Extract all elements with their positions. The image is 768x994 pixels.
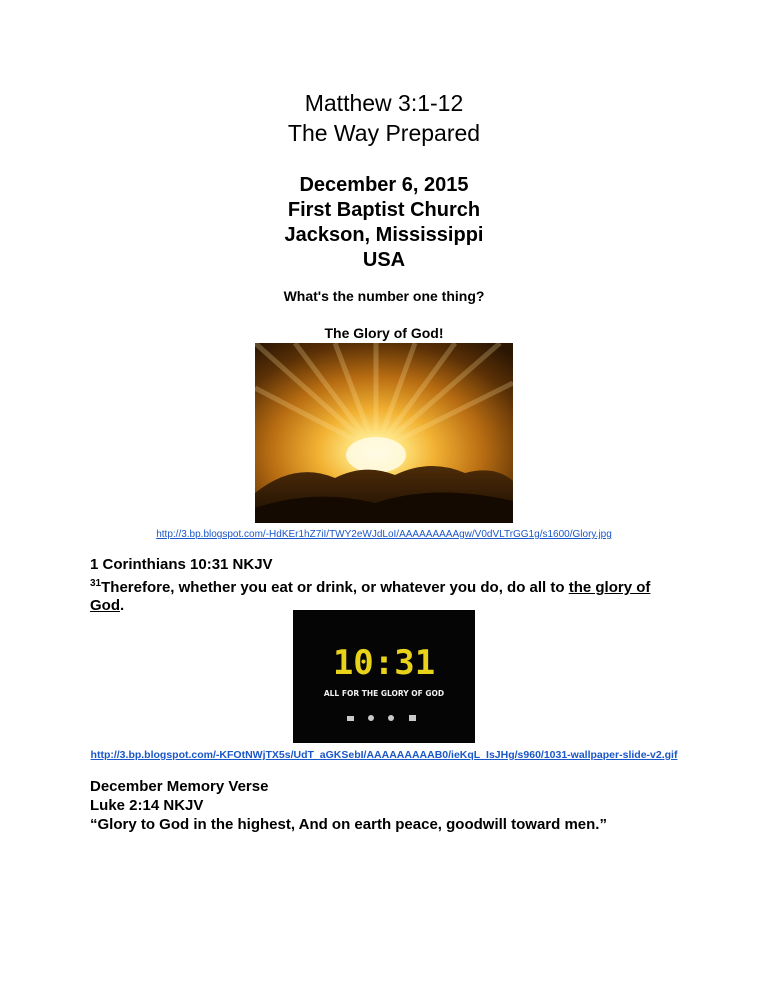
- image1-link-row: [0, 524, 768, 542]
- image2-source-link[interactable]: http://3.bp.blogspot.com/-KFOtNWjTX5s/UdT_aGKSebI/AAAAAAAAAB0/ieKqL_IsJHg/s960/1031-wallpaper-slide-v2.gif: [90, 749, 678, 761]
- verse1-text-after: .: [120, 597, 125, 614]
- verse-number: 31: [90, 578, 102, 589]
- question-text: What's the number one thing?: [283, 288, 485, 304]
- settings-icon: [388, 715, 394, 721]
- memory-verse-text: “Glory to God in the highest, And on earth peace, goodwill toward men.”: [90, 816, 607, 833]
- image1-source-link[interactable]: http://3.bp.blogspot.com/-HdKEr1hZ7iI/TWY2eWJdLoI/AAAAAAAAAgw/V0dVLTrGG1g/s1600/Glory.jpg: [156, 529, 612, 540]
- country-name: USA: [362, 249, 406, 271]
- verse1-text-underlined: the glory of God: [90, 579, 651, 614]
- sermon-date: December 6, 2015: [299, 174, 469, 196]
- info-icon: [368, 715, 374, 721]
- church-name: First Baptist Church: [287, 199, 481, 221]
- memory-reference: Luke 2:14 NKJV: [90, 797, 204, 814]
- clock-caption: ALL FOR THE GLORY OF GOD: [323, 689, 445, 698]
- title-line-1: Matthew 3:1-12: [304, 90, 464, 116]
- bag-icon: [409, 715, 416, 721]
- alarm-icon: [347, 716, 354, 721]
- verse1-text: [90, 575, 680, 615]
- clock-1031-image: [293, 610, 475, 743]
- verse1-text-before: Therefore, whether you eat or drink, or whatever you do, do all to: [101, 579, 569, 596]
- verse1-reference: 1 Corinthians 10:31 NKJV: [90, 556, 273, 573]
- image2-link-row: [0, 745, 768, 763]
- answer-text: The Glory of God!: [324, 325, 444, 341]
- glory-sunburst-image: [255, 343, 513, 523]
- clock-text: 10:31: [332, 643, 436, 683]
- city-name: Jackson, Mississippi: [284, 224, 484, 246]
- memory-heading: December Memory Verse: [90, 778, 269, 795]
- title-line-2: The Way Prepared: [287, 120, 481, 146]
